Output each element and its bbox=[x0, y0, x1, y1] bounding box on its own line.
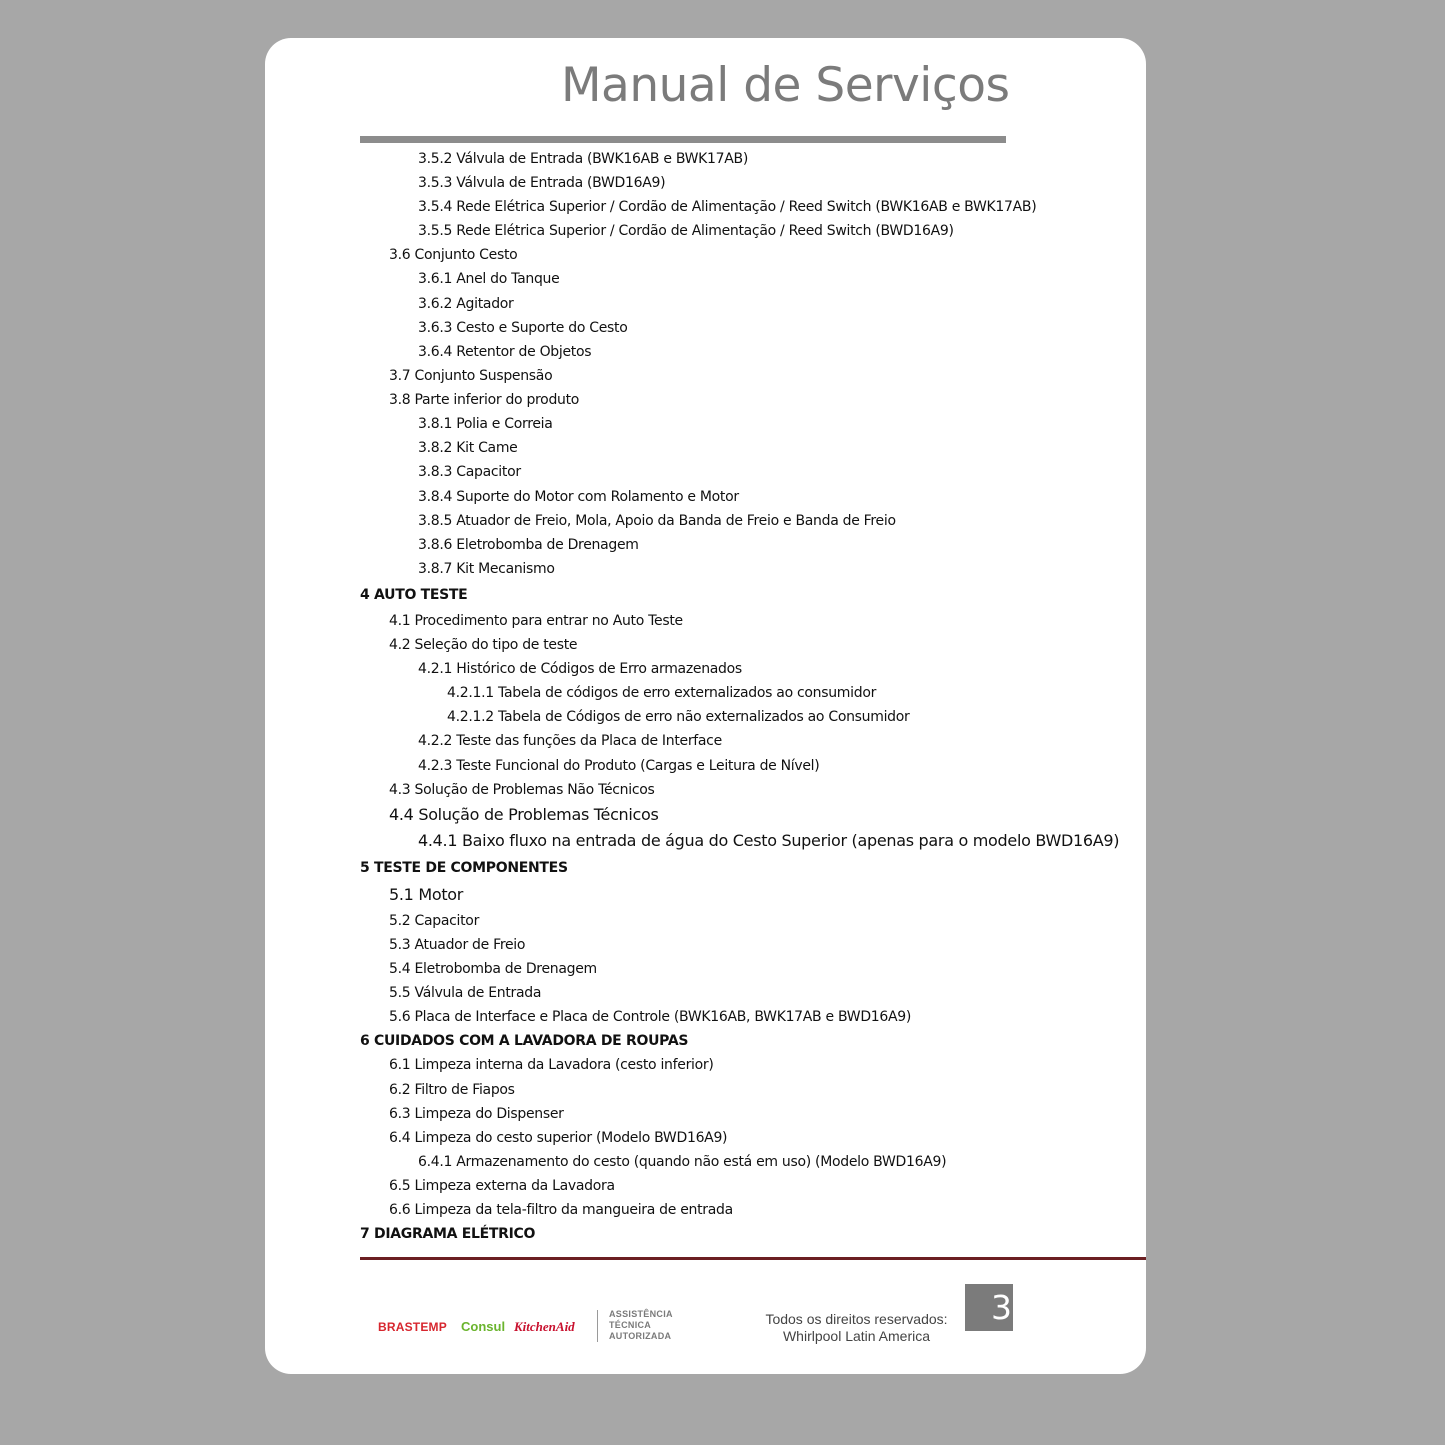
toc-item: 3.5.2 Válvula de Entrada (BWK16AB e BWK17AB) bbox=[418, 151, 749, 167]
toc-item: 4.2.1 Histórico de Códigos de Erro armazenados bbox=[418, 661, 742, 677]
toc-item: 5.5 Válvula de Entrada bbox=[389, 985, 542, 1001]
toc-item: 3.8.4 Suporte do Motor com Rolamento e Motor bbox=[418, 489, 739, 505]
toc-section-heading: 6 CUIDADOS COM A LAVADORA DE ROUPAS bbox=[360, 1033, 689, 1049]
toc-item: 4.1 Procedimento para entrar no Auto Teste bbox=[389, 613, 683, 629]
toc-item: 4.2.1.2 Tabela de Códigos de erro não externalizados ao Consumidor bbox=[447, 709, 910, 725]
toc-section-heading: 4 AUTO TESTE bbox=[360, 587, 468, 603]
authorized-assistance-label bbox=[609, 1309, 673, 1342]
toc-item: 6.2 Filtro de Fiapos bbox=[389, 1082, 515, 1098]
toc-item: 4.4.1 Baixo fluxo na entrada de água do Cesto Superior (apenas para o modelo BWD16A9) bbox=[418, 831, 1120, 850]
toc-item: 4.2.1.1 Tabela de códigos de erro externalizados ao consumidor bbox=[447, 685, 877, 701]
toc-item: 3.5.5 Rede Elétrica Superior / Cordão de Alimentação / Reed Switch (BWD16A9) bbox=[418, 223, 954, 239]
page-title: Manual de Serviços bbox=[561, 58, 1010, 113]
toc-item: 6.5 Limpeza externa da Lavadora bbox=[389, 1178, 615, 1194]
toc-item: 4.4 Solução de Problemas Técnicos bbox=[389, 805, 659, 824]
page-number: 3 bbox=[965, 1284, 1013, 1331]
toc-item: 3.6 Conjunto Cesto bbox=[389, 247, 518, 263]
toc-item: 6.4.1 Armazenamento do cesto (quando não está em uso) (Modelo BWD16A9) bbox=[418, 1154, 947, 1170]
manual-page bbox=[265, 38, 1146, 1374]
toc-item: 4.2 Seleção do tipo de teste bbox=[389, 637, 578, 653]
brastemp-logo: BRASTEMP bbox=[378, 1320, 447, 1334]
toc-item: 3.8.7 Kit Mecanismo bbox=[418, 561, 555, 577]
assistance-line: TÉCNICA bbox=[609, 1320, 652, 1330]
title-divider bbox=[360, 136, 1006, 143]
toc-item: 5.3 Atuador de Freio bbox=[389, 937, 526, 953]
toc-item: 3.7 Conjunto Suspensão bbox=[389, 368, 553, 384]
toc-item: 4.2.3 Teste Funcional do Produto (Cargas e Leitura de Nível) bbox=[418, 758, 820, 774]
toc-item: 3.8.3 Capacitor bbox=[418, 464, 521, 480]
toc-item: 6.3 Limpeza do Dispenser bbox=[389, 1106, 564, 1122]
toc-item: 6.4 Limpeza do cesto superior (Modelo BWD16A9) bbox=[389, 1130, 728, 1146]
consul-logo: Consul bbox=[461, 1319, 506, 1334]
toc-item: 3.6.4 Retentor de Objetos bbox=[418, 344, 592, 360]
logo-divider bbox=[597, 1310, 598, 1342]
toc-item: 3.8.5 Atuador de Freio, Mola, Apoio da Banda de Freio e Banda de Freio bbox=[418, 513, 896, 529]
toc-item: 3.6.1 Anel do Tanque bbox=[418, 271, 560, 287]
toc-item: 4.3 Solução de Problemas Não Técnicos bbox=[389, 782, 655, 798]
toc-item: 5.1 Motor bbox=[389, 885, 464, 904]
assistance-line: ASSISTÊNCIA bbox=[609, 1309, 673, 1319]
toc-item: 3.8 Parte inferior do produto bbox=[389, 392, 580, 408]
footer-divider bbox=[360, 1257, 1146, 1260]
toc-item: 3.8.6 Eletrobomba de Drenagem bbox=[418, 537, 639, 553]
toc-item: 6.1 Limpeza interna da Lavadora (cesto inferior) bbox=[389, 1057, 714, 1073]
toc-item: 6.6 Limpeza da tela-filtro da mangueira de entrada bbox=[389, 1202, 733, 1218]
toc-item: 5.6 Placa de Interface e Placa de Controle (BWK16AB, BWK17AB e BWD16A9) bbox=[389, 1009, 912, 1025]
kitchenaid-logo: KitchenAid bbox=[514, 1319, 575, 1334]
toc-item: 3.8.2 Kit Came bbox=[418, 440, 518, 456]
toc-item: 3.6.3 Cesto e Suporte do Cesto bbox=[418, 320, 628, 336]
copyright-line: Todos os direitos reservados: bbox=[765, 1311, 948, 1327]
toc-section-heading: 7 DIAGRAMA ELÉTRICO bbox=[360, 1226, 536, 1242]
toc-item: 3.8.1 Polia e Correia bbox=[418, 416, 553, 432]
toc-item: 5.4 Eletrobomba de Drenagem bbox=[389, 961, 597, 977]
toc-item: 3.6.2 Agitador bbox=[418, 296, 514, 312]
toc-item: 3.5.4 Rede Elétrica Superior / Cordão de Alimentação / Reed Switch (BWK16AB e BWK17AB) bbox=[418, 199, 1037, 215]
toc-item: 3.5.3 Válvula de Entrada (BWD16A9) bbox=[418, 175, 666, 191]
toc-item: 5.2 Capacitor bbox=[389, 913, 480, 929]
copyright-notice bbox=[759, 1311, 954, 1345]
toc-section-heading: 5 TESTE DE COMPONENTES bbox=[360, 860, 568, 876]
toc-item: 4.2.2 Teste das funções da Placa de Interface bbox=[418, 733, 722, 749]
copyright-company: Whirlpool Latin America bbox=[782, 1328, 931, 1344]
assistance-line: AUTORIZADA bbox=[609, 1331, 672, 1341]
